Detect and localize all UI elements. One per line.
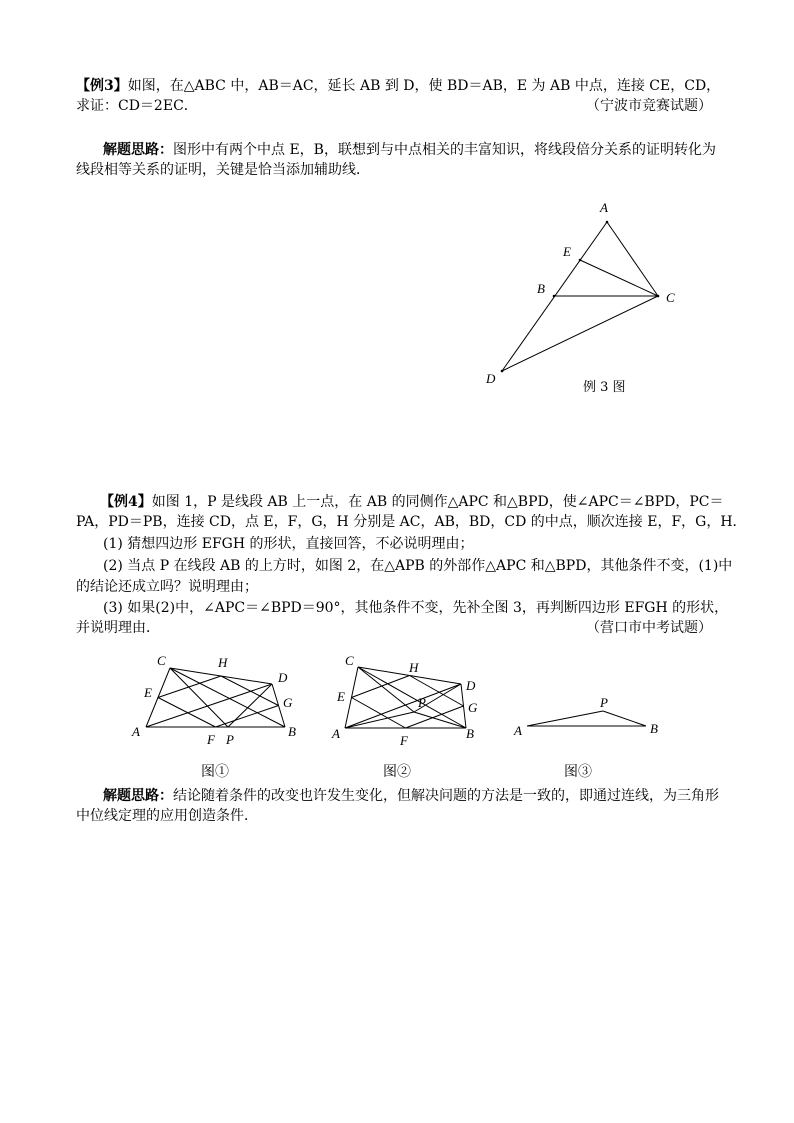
example-4-figure-2 (331, 653, 478, 748)
point-label-E: E (144, 685, 152, 700)
example-4-question-1: (1) 猜想四边形 EFGH 的形状，直接回答，不必说明理由； (103, 536, 474, 552)
point-label-A: A (600, 200, 608, 215)
point-label-A: A (514, 723, 522, 738)
example-3-hint-line-1 (103, 140, 716, 160)
example-3-label: 【例3】 (76, 78, 128, 94)
point-E (579, 259, 582, 262)
example-3-statement-text-1: 如图，在△ABC 中，AB＝AC，延长 AB 到 D，使 BD＝AB，E 为 AB 中点，连接 CE，CD， (127, 78, 721, 94)
example-3-figure-caption: 例 3 图 (583, 380, 626, 395)
point-label-H: H (218, 655, 228, 670)
segment-DC (502, 296, 658, 371)
point-label-P: P (418, 695, 426, 710)
point-label-B: B (650, 721, 658, 736)
point-label-G: G (283, 695, 293, 710)
point-label-B: B (466, 726, 474, 741)
point-label-P: P (600, 695, 608, 710)
segment-AC (607, 222, 658, 296)
example-4-question-2-line-2: 的结论还成立吗？说明理由； (76, 579, 258, 595)
point-label-A: A (332, 726, 340, 741)
example-4-figure-1 (131, 653, 296, 747)
example-4-question-3-line-1: (3) 如果(2)中，∠APC＝∠BPD＝90°，其他条件不变，先补全图 3，再判断四边形 EFGH 的形状， (103, 600, 729, 616)
example-4-source: （营口市中考试题） (586, 620, 712, 636)
example-4-figure-1-caption: 图① (201, 764, 229, 780)
point-label-D: D (486, 371, 496, 386)
segment-AP (527, 711, 603, 726)
point-A (606, 221, 609, 224)
example-4-hint-line-1 (103, 786, 719, 806)
point-label-C: C (157, 653, 166, 668)
point-label-E: E (563, 244, 571, 259)
point-C (657, 295, 660, 298)
example-3-statement-line-2: 求证：CD＝2EC． (76, 98, 198, 114)
example-3-figure (485, 200, 675, 386)
example-3-hint-line-2: 线段相等关系的证明，关键是恰当添加辅助线． (76, 162, 370, 178)
example-4-hint-label: 解题思路： (103, 788, 173, 804)
point-label-D: D (278, 670, 288, 685)
segment-HE (158, 676, 221, 698)
example-4-question-3-line-2: 并说明理由． (76, 620, 160, 636)
example-4-statement-text-1: 如图 1，P 是线段 AB 上一点，在 AB 的同侧作△APC 和△BPD，使∠APC＝∠BPD，PC＝ (151, 494, 724, 510)
example-4-figure-3 (513, 695, 658, 738)
point-D (501, 370, 504, 373)
segment-EF (352, 698, 406, 729)
segment-EF (158, 698, 216, 728)
point-label-A: A (132, 724, 140, 739)
point-label-C: C (666, 290, 675, 305)
example-4-hint-text-1: 结论随着条件的改变也许发生变化，但解决问题的方法是一致的，即通过连线，为三角形 (173, 788, 719, 804)
point-label-B: B (537, 281, 545, 296)
example-4-statement-line-2: PA，PD＝PB，连接 CD，点 E，F，G，H 分别是 AC，AB，BD，CD 的中点，顺次连接 E，F，G，H． (76, 514, 747, 530)
segment-PB (603, 711, 646, 726)
example-4-statement-line-1 (100, 492, 724, 512)
example-3-source: （宁波市竞赛试题） (586, 98, 712, 114)
point-label-P: P (226, 732, 234, 747)
point-label-F: F (400, 733, 408, 748)
example-3-hint-label: 解题思路： (103, 142, 173, 158)
segment-EC (580, 260, 658, 296)
example-4-question-2-line-1: (2) 当点 P 在线段 AB 的上方时，如图 2，在△APB 的外部作△APC 和△BPD，其他条件不变，(1)中 (103, 558, 733, 574)
example-3-statement-line-1 (76, 76, 720, 96)
point-label-G: G (468, 700, 478, 715)
segment-HE (352, 676, 410, 698)
segment-AD (146, 684, 272, 727)
point-label-C: C (345, 653, 354, 668)
example-4-hint-line-2: 中位线定理的应用创造条件． (76, 808, 258, 824)
example-4-figure-2-caption: 图② (383, 764, 411, 780)
point-label-H: H (409, 660, 419, 675)
example-3-hint-text-1: 图形中有两个中点 E，B，联想到与中点相关的丰富知识，将线段倍分关系的证明转化为 (173, 142, 716, 158)
point-B (553, 295, 556, 298)
point-label-E: E (337, 689, 345, 704)
example-4-figure-3-caption: 图③ (564, 764, 592, 780)
example-4-label: 【例4】 (100, 494, 152, 510)
point-label-D: D (466, 678, 476, 693)
point-label-B: B (288, 724, 296, 739)
point-label-F: F (207, 732, 215, 747)
